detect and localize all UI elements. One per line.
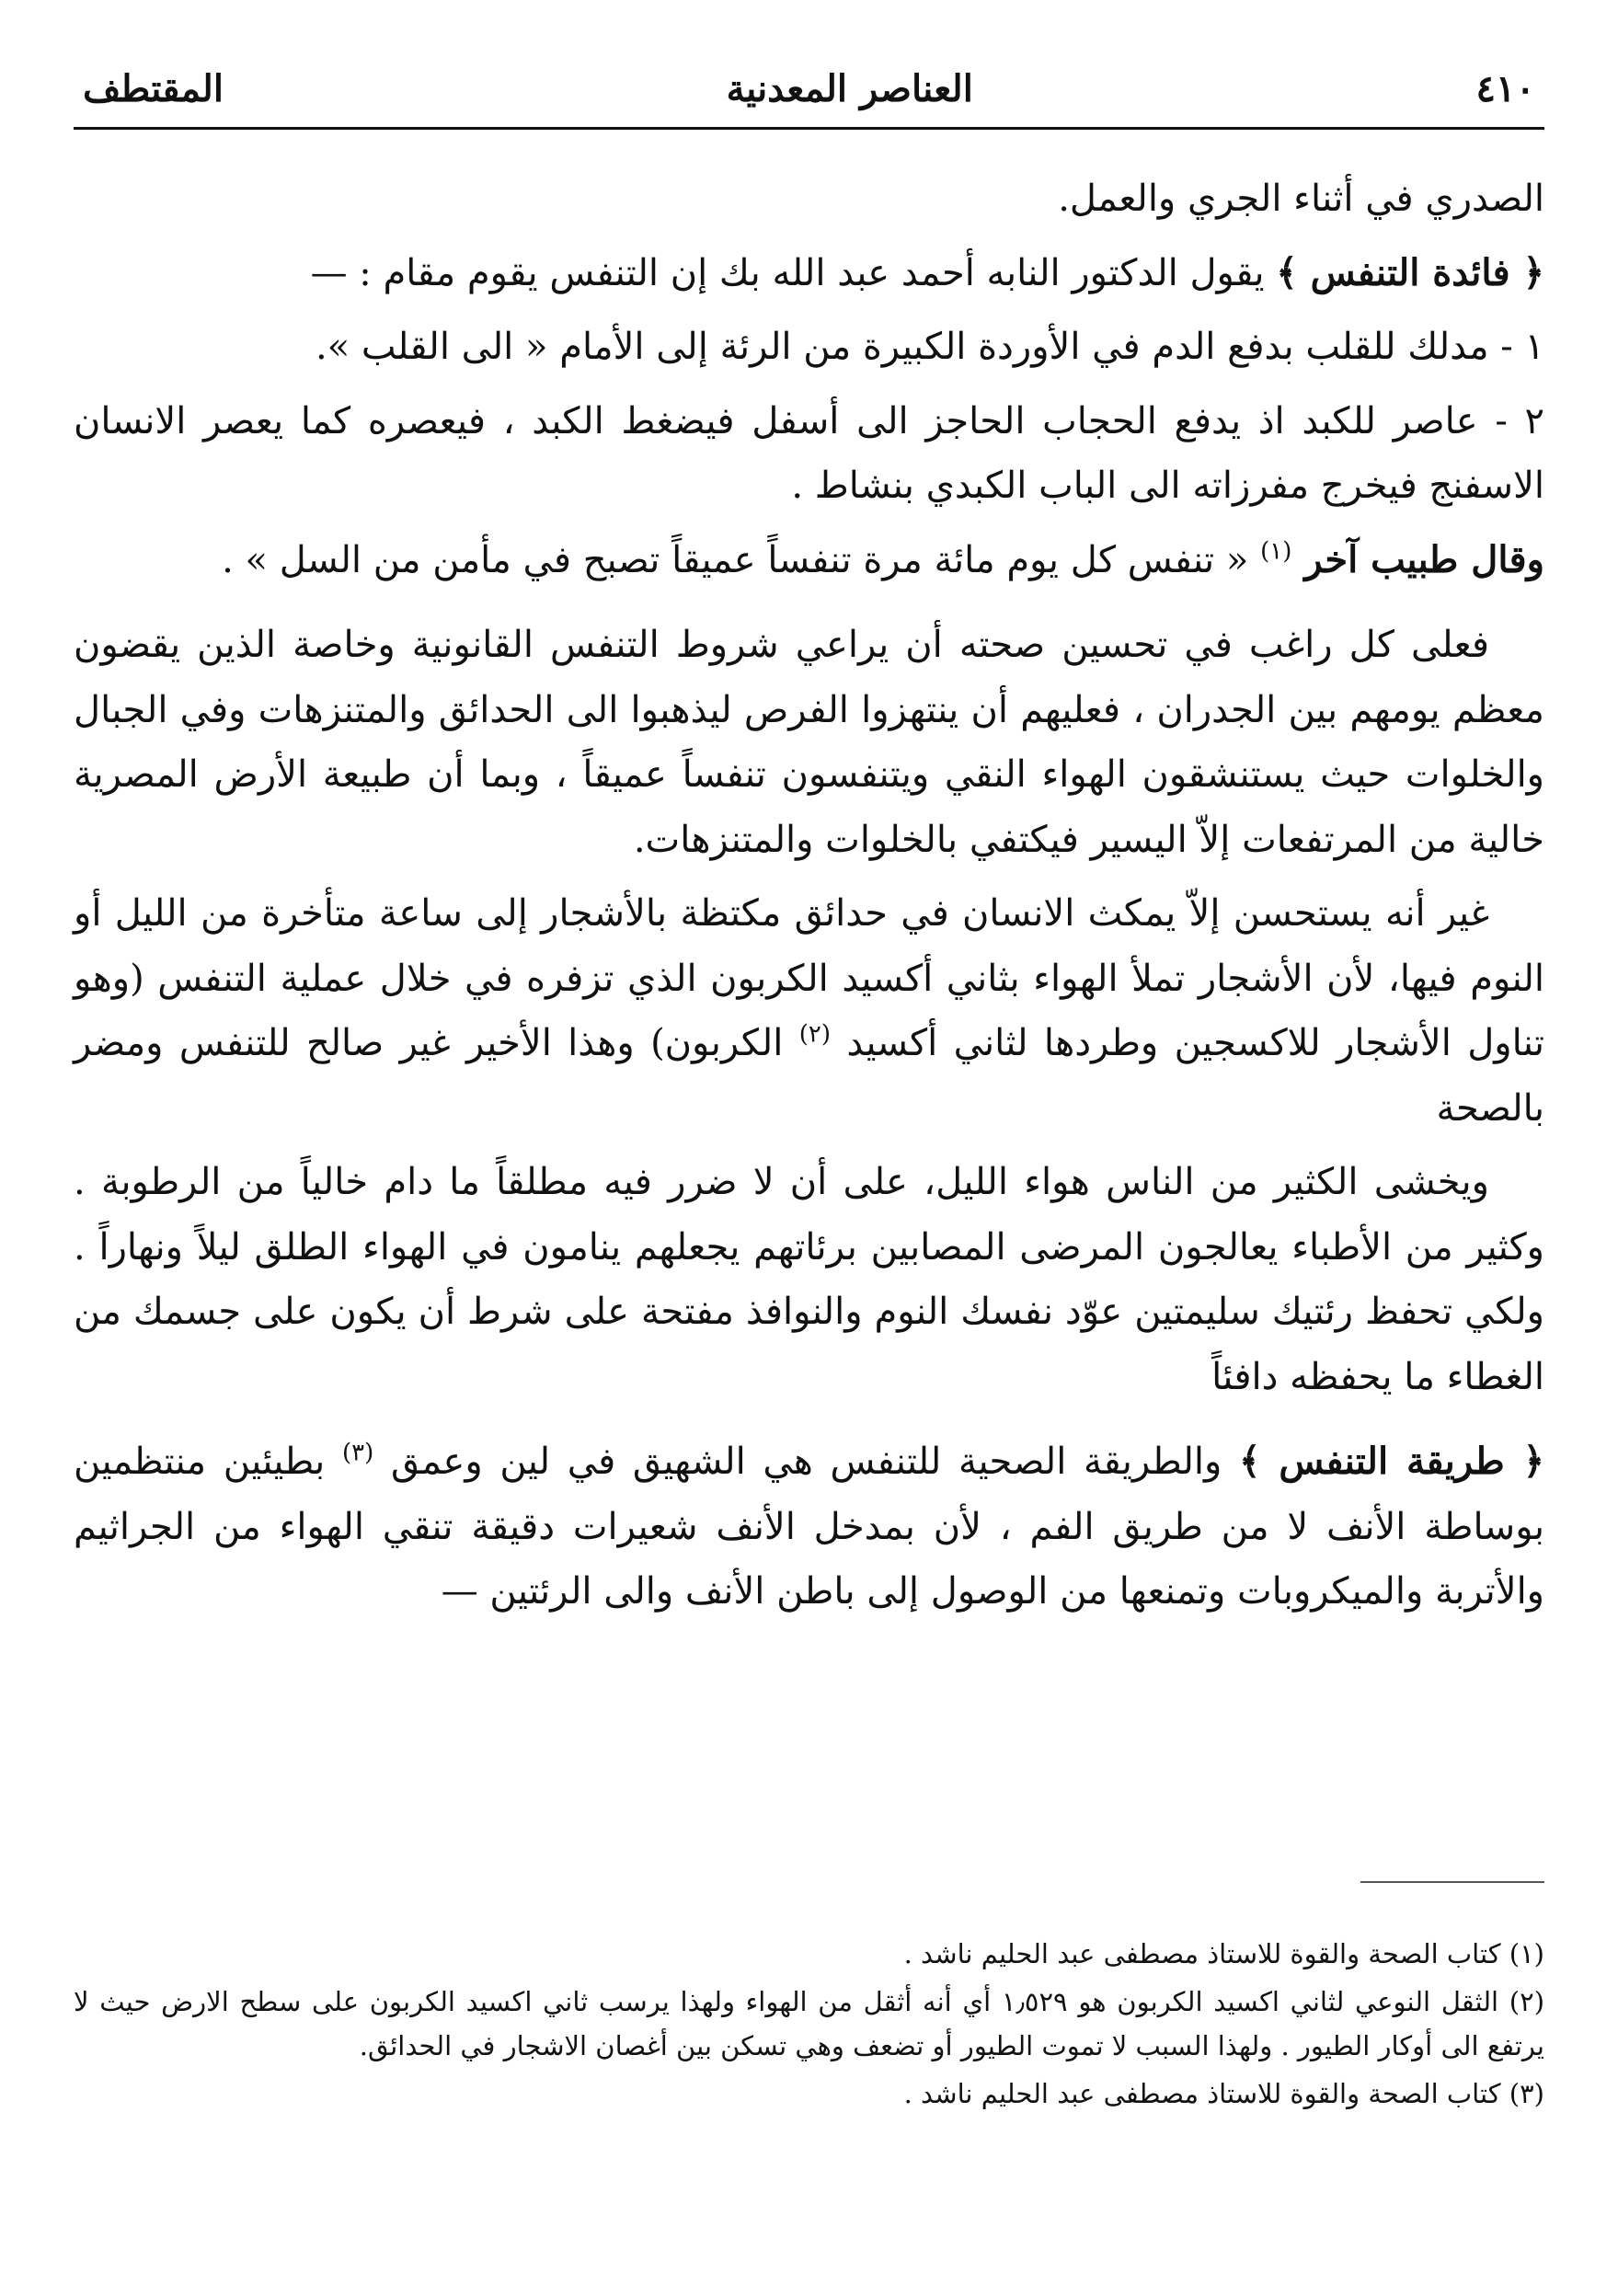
paragraph-2	[74, 241, 1544, 306]
paragraph-2-text: يقول الدكتور النابه أحمد عبد الله بك إن التنفس يقوم مقام : —	[310, 251, 1277, 294]
journal-name: المقتطف	[83, 67, 224, 110]
paragraph-7-text-b: بطيئين منتظمين بوساطة الأنف لا من طريق الفم ، لأن بمدخل الأنف شعيرات دقيقة تنقي الهواء من الجراثيم والأتربة والميكروبات وتمنعها من الوصول إلى باطن الأنف والى الرئتين —	[74, 1441, 1544, 1613]
list-item-2: ٢ - عاصر للكبد اذ يدفع الحجاب الحاجز الى أسفل فيضغط الكبد ، فيعصره كما يعصر الانسان الاسفنج فيخرج مفرزاته الى الباب الكبدي بنشاط .	[74, 399, 1544, 507]
section-label-breathing-benefit: ﴿ فائدة التنفس ﴾	[1276, 250, 1544, 294]
page-header	[74, 37, 1544, 110]
footnote-ref-1: (١)	[1260, 537, 1292, 566]
paragraph-7	[74, 1429, 1544, 1624]
paragraph-1: الصدري في أثناء الجري والعمل.	[1058, 178, 1544, 220]
paragraph-4: فعلى كل راغب في تحسين صحته أن يراعي شروط التنفس القانونية وخاصة الذين يقضون معظم يومهم بين الجدران ، فعليهم أن ينتهزوا الفرص ليذهبوا الى الحدائق والمتنزهات وفي الجبال والخلوات حيث يستنشقون الهواء النقي ويتنفسون تنفساً عميقاً ، وبما أن طبيعة الأرض المصرية خالية من المرتفعات إلاّ اليسير فيكتفي بالخلوات والمتنزهات.	[74, 624, 1544, 861]
footnote-3: (٣) كتاب الصحة والقوة للاستاذ مصطفى عبد الحليم ناشد .	[903, 2078, 1544, 2109]
article-title: العناصر المعدنية	[726, 67, 973, 110]
paragraph-6: ويخشى الكثير من الناس هواء الليل، على أن لا ضرر فيه مطلقاً ما دام خالياً من الرطوبة . وكثير من الأطباء يعالجون المرضى المصابين برئاتهم يجعلهم ينامون في الهواء الطلق ليلاً ونهاراً . ولكي تحفظ رئتيك سليمتين عوّد نفسك النوم والنوافذ مفتحة على شرط أن يكون على جسمك من الغطاء ما يحفظه دافئاً	[74, 1161, 1544, 1398]
page-number: ٤١٠	[1475, 67, 1535, 110]
article-body	[74, 166, 1544, 1624]
footnote-rule	[1360, 1881, 1544, 1883]
footnote-ref-2: (٢)	[798, 1020, 831, 1049]
footnote-1: (١) كتاب الصحة والقوة للاستاذ مصطفى عبد الحليم ناشد .	[903, 1938, 1544, 1969]
paragraph-3	[74, 528, 1544, 593]
section-label-breathing-method: ﴿ طريقة التنفس ﴾	[1239, 1440, 1545, 1483]
list-item-1: ١ - مدلك للقلب بدفع الدم في الأوردة الكبيرة من الرئة إلى الأمام « الى القلب ».	[315, 326, 1544, 368]
paragraph-5	[74, 881, 1544, 1141]
paragraph-5-text-a: غير أنه يستحسن إلاّ يمكث الانسان في حدائق مكتظة بالأشجار إلى ساعة متأخرة من الليل أو النوم فيها، لأن الأشجار تملأ الهواء بثاني أكسيد الكربون الذي تزفره في خلال عملية التنفس (وهو تناول الأشجار للاكسجين وطردها لثاني أكسيد	[74, 892, 1544, 1064]
footnote-ref-3: (٣)	[342, 1439, 374, 1467]
header-rule	[74, 127, 1544, 130]
footnotes	[74, 1932, 1544, 2119]
paragraph-7-text-a: والطريقة الصحية للتنفس هي الشهيق في لين وعمق	[373, 1441, 1240, 1483]
paragraph-3-intro: وقال طبيب آخر	[1291, 537, 1544, 581]
paragraph-3-quote: « تنفس كل يوم مائة مرة تنفساً عميقاً تصبح في مأمن من السل » .	[222, 538, 1261, 581]
paragraph-5-text-b: الكربون) وهذا الأخير غير صالح للتنفس ومضر بالصحة	[74, 1022, 1544, 1130]
footnote-2: (٢) الثقل النوعي لثاني اكسيد الكربون هو ١٫٥٢٩ أي أنه أثقل من الهواء ولهذا يرسب ثاني اكسيد الكربون على سطح الارض حيث لا يرتفع الى أوكار الطيور . ولهذا السبب لا تموت الطيور أو تضعف وهي تسكن بين أغصان الاشجار في الحدائق.	[74, 1986, 1545, 2061]
